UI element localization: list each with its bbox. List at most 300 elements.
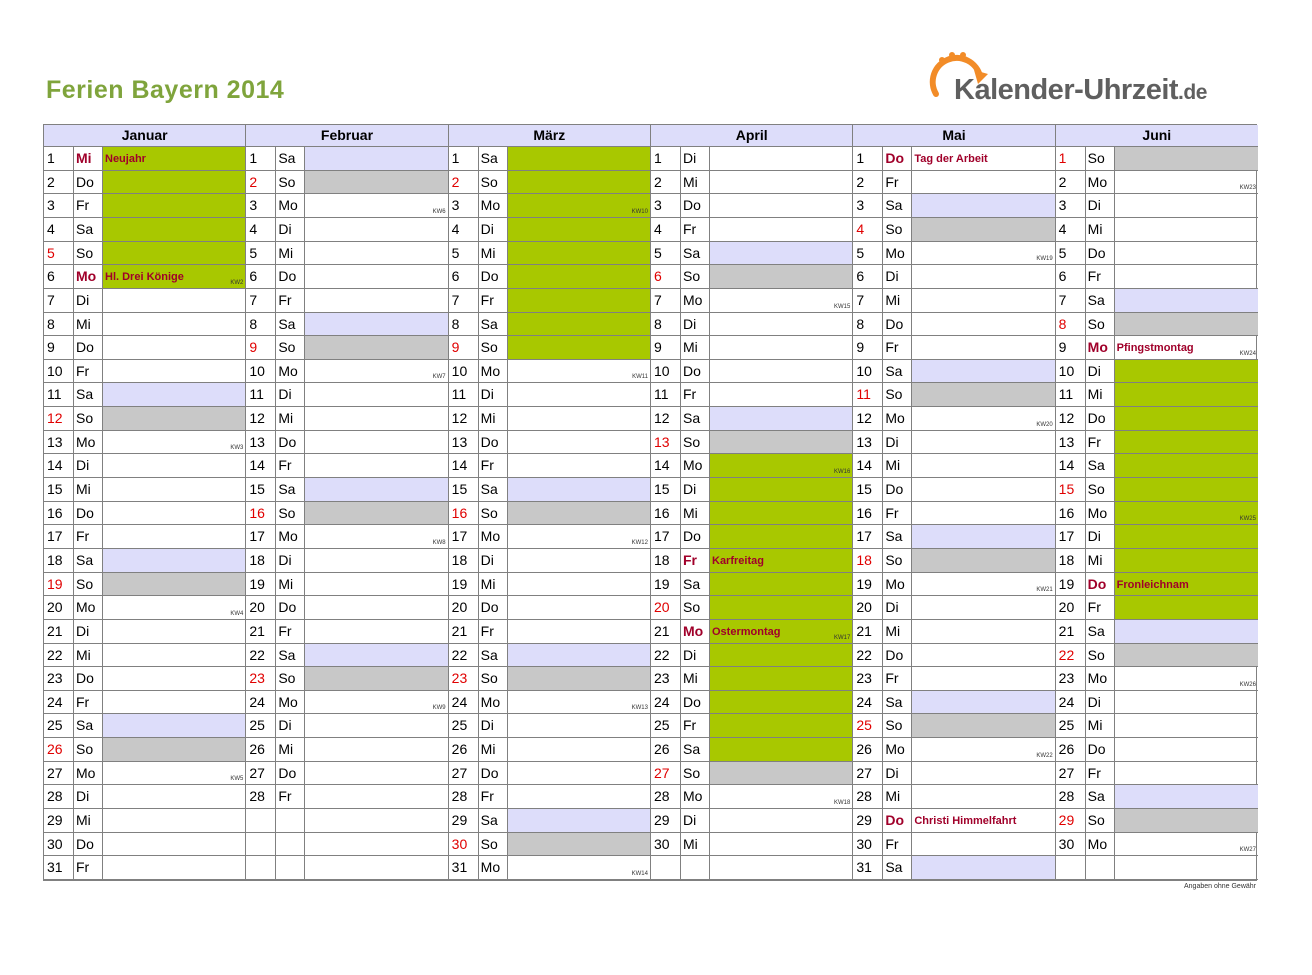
weekday-label: So	[1086, 809, 1115, 832]
day-info-cell	[305, 856, 447, 879]
day-row[interactable]	[1056, 218, 1258, 242]
day-row[interactable]	[853, 242, 1054, 266]
day-number: 19	[246, 573, 276, 596]
day-row[interactable]	[651, 383, 852, 407]
day-info-cell	[1115, 809, 1258, 832]
weekday-label: Fr	[1086, 762, 1115, 785]
day-number: 16	[1056, 502, 1086, 525]
day-row[interactable]	[44, 265, 245, 289]
month-column	[1056, 125, 1258, 880]
day-row[interactable]	[449, 289, 650, 313]
day-info-cell	[103, 242, 245, 265]
day-row[interactable]	[1056, 360, 1258, 384]
weekday-label: Mi	[74, 313, 103, 336]
day-row[interactable]	[246, 833, 447, 857]
day-row[interactable]	[1056, 336, 1258, 360]
day-row[interactable]	[853, 336, 1054, 360]
day-info-cell	[912, 360, 1054, 383]
day-row[interactable]	[246, 242, 447, 266]
day-number: 12	[44, 407, 74, 430]
day-row[interactable]	[44, 809, 245, 833]
day-row[interactable]	[246, 194, 447, 218]
day-row[interactable]	[853, 313, 1054, 337]
day-row[interactable]	[1056, 171, 1258, 195]
day-row[interactable]	[44, 620, 245, 644]
day-row[interactable]	[449, 171, 650, 195]
day-number: 6	[449, 265, 479, 288]
weekday-label: Di	[479, 549, 508, 572]
page-title: Ferien Bayern 2014	[46, 76, 285, 104]
day-row[interactable]	[44, 785, 245, 809]
day-row[interactable]	[1056, 407, 1258, 431]
day-row[interactable]	[44, 194, 245, 218]
day-row[interactable]	[1056, 289, 1258, 313]
day-row[interactable]	[246, 667, 447, 691]
weekday-label: Fr	[883, 667, 912, 690]
day-row[interactable]	[449, 785, 650, 809]
day-row[interactable]	[449, 265, 650, 289]
day-row[interactable]	[853, 383, 1054, 407]
day-row[interactable]	[651, 667, 852, 691]
day-info-cell	[508, 360, 650, 383]
day-row[interactable]	[1056, 785, 1258, 809]
day-row[interactable]	[449, 596, 650, 620]
day-number: 24	[44, 691, 74, 714]
day-number: 24	[853, 691, 883, 714]
month-header: Mai	[853, 125, 1054, 147]
day-row[interactable]	[651, 714, 852, 738]
day-row[interactable]	[44, 478, 245, 502]
day-info-cell	[508, 785, 650, 808]
day-info-cell	[305, 620, 447, 643]
day-row[interactable]	[246, 762, 447, 786]
day-row[interactable]	[449, 431, 650, 455]
day-row[interactable]	[651, 525, 852, 549]
day-number: 17	[1056, 525, 1086, 548]
day-info-cell	[103, 194, 245, 217]
weekday-label: Mi	[479, 242, 508, 265]
day-row[interactable]	[1056, 147, 1258, 171]
day-row[interactable]	[449, 573, 650, 597]
day-number: 21	[651, 620, 681, 643]
weekday-label	[276, 833, 305, 856]
day-row[interactable]	[651, 478, 852, 502]
day-row[interactable]	[246, 644, 447, 668]
day-number: 5	[449, 242, 479, 265]
day-row[interactable]	[246, 454, 447, 478]
day-row[interactable]	[651, 218, 852, 242]
day-number: 16	[449, 502, 479, 525]
day-number: 16	[246, 502, 276, 525]
day-info-cell	[508, 336, 650, 359]
day-row[interactable]	[44, 313, 245, 337]
day-row[interactable]	[449, 525, 650, 549]
day-row[interactable]	[853, 691, 1054, 715]
weekday-label: Mi	[1086, 549, 1115, 572]
day-row[interactable]	[246, 856, 447, 880]
day-row[interactable]	[651, 620, 852, 644]
day-number: 27	[44, 762, 74, 785]
weekday-label: Fr	[276, 454, 305, 477]
day-row[interactable]	[44, 573, 245, 597]
day-row[interactable]	[449, 714, 650, 738]
day-row[interactable]	[246, 714, 447, 738]
weekday-label: Di	[276, 218, 305, 241]
day-row[interactable]	[651, 407, 852, 431]
day-info-cell	[710, 573, 852, 596]
week-number: KW25	[1239, 516, 1256, 523]
day-number: 30	[651, 833, 681, 856]
day-number: 20	[853, 596, 883, 619]
weekday-label: Mo	[1086, 502, 1115, 525]
day-row[interactable]	[853, 833, 1054, 857]
day-row[interactable]	[853, 785, 1054, 809]
day-info-cell	[508, 833, 650, 856]
day-number: 4	[44, 218, 74, 241]
day-row[interactable]	[44, 383, 245, 407]
day-row[interactable]	[246, 147, 447, 171]
holiday-name: Hl. Drei Könige	[105, 271, 184, 284]
day-row[interactable]	[449, 809, 650, 833]
day-number: 2	[246, 171, 276, 194]
day-row[interactable]	[449, 383, 650, 407]
day-row[interactable]	[246, 525, 447, 549]
day-row[interactable]	[853, 573, 1054, 597]
day-row[interactable]	[449, 667, 650, 691]
day-info-cell	[912, 478, 1054, 501]
day-row[interactable]	[853, 856, 1054, 880]
day-row[interactable]	[853, 407, 1054, 431]
day-info-cell	[508, 620, 650, 643]
day-row[interactable]	[1056, 478, 1258, 502]
day-row[interactable]	[651, 360, 852, 384]
day-row[interactable]	[44, 360, 245, 384]
day-row[interactable]	[853, 809, 1054, 833]
day-info-cell	[1115, 525, 1258, 548]
holiday-name: Christi Himmelfahrt	[914, 815, 1017, 828]
day-row[interactable]	[651, 194, 852, 218]
day-row[interactable]	[1056, 383, 1258, 407]
day-number: 15	[449, 478, 479, 501]
day-row[interactable]	[1056, 691, 1258, 715]
day-info-cell	[305, 454, 447, 477]
day-row[interactable]	[44, 431, 245, 455]
weekday-label: Fr	[276, 620, 305, 643]
day-row[interactable]	[246, 336, 447, 360]
day-row[interactable]	[1056, 762, 1258, 786]
day-row[interactable]	[1056, 454, 1258, 478]
weekday-label: Sa	[883, 856, 912, 879]
day-row[interactable]	[246, 785, 447, 809]
day-row[interactable]	[44, 454, 245, 478]
weekday-label: Di	[681, 809, 710, 832]
day-row[interactable]	[449, 856, 650, 880]
day-row[interactable]	[44, 171, 245, 195]
weekday-label: Mo	[276, 525, 305, 548]
day-row[interactable]	[246, 407, 447, 431]
weekday-label: Sa	[883, 360, 912, 383]
day-row[interactable]	[1056, 502, 1258, 526]
day-row[interactable]	[246, 360, 447, 384]
day-row[interactable]	[44, 762, 245, 786]
day-row[interactable]	[246, 478, 447, 502]
day-row[interactable]	[449, 762, 650, 786]
day-row[interactable]	[44, 289, 245, 313]
day-number: 13	[1056, 431, 1086, 454]
brand-name: Kalender-Uhrzeit.de	[954, 74, 1207, 106]
day-row[interactable]	[449, 454, 650, 478]
day-number: 12	[853, 407, 883, 430]
weekday-label: Sa	[479, 644, 508, 667]
day-row[interactable]	[651, 265, 852, 289]
weekday-label: Sa	[479, 147, 508, 170]
day-row[interactable]	[246, 502, 447, 526]
day-row[interactable]	[246, 313, 447, 337]
day-row[interactable]	[853, 218, 1054, 242]
day-info-cell	[103, 549, 245, 572]
day-row[interactable]	[246, 691, 447, 715]
weekday-label: Sa	[883, 194, 912, 217]
day-row[interactable]	[651, 289, 852, 313]
day-row[interactable]	[246, 431, 447, 455]
brand-logo[interactable]	[922, 44, 1252, 114]
day-row[interactable]	[853, 549, 1054, 573]
day-row[interactable]	[246, 218, 447, 242]
day-info-cell	[710, 691, 852, 714]
day-info-cell	[912, 691, 1054, 714]
day-row[interactable]	[44, 336, 245, 360]
day-row[interactable]	[651, 596, 852, 620]
day-row[interactable]	[246, 620, 447, 644]
day-row[interactable]	[651, 336, 852, 360]
day-row[interactable]	[44, 502, 245, 526]
day-row[interactable]	[44, 644, 245, 668]
day-row[interactable]	[449, 242, 650, 266]
day-row[interactable]	[449, 644, 650, 668]
day-row[interactable]	[449, 147, 650, 171]
day-row[interactable]	[1056, 596, 1258, 620]
weekday-label: Mi	[276, 407, 305, 430]
day-row[interactable]	[44, 242, 245, 266]
day-row[interactable]	[651, 313, 852, 337]
day-row[interactable]	[651, 454, 852, 478]
day-row[interactable]	[853, 265, 1054, 289]
day-row[interactable]	[853, 644, 1054, 668]
day-row[interactable]	[449, 549, 650, 573]
day-number: 9	[651, 336, 681, 359]
day-number: 3	[44, 194, 74, 217]
day-row[interactable]	[651, 691, 852, 715]
day-row[interactable]	[44, 407, 245, 431]
weekday-label: So	[276, 667, 305, 690]
day-number: 21	[853, 620, 883, 643]
weekday-label: Do	[883, 478, 912, 501]
day-number: 30	[853, 833, 883, 856]
day-info-cell	[912, 762, 1054, 785]
day-row[interactable]	[1056, 549, 1258, 573]
day-row[interactable]	[1056, 242, 1258, 266]
day-info-cell	[912, 431, 1054, 454]
day-row[interactable]	[853, 147, 1054, 171]
day-row[interactable]	[246, 289, 447, 313]
day-row[interactable]	[1056, 809, 1258, 833]
day-row[interactable]	[853, 525, 1054, 549]
day-row[interactable]	[1056, 738, 1258, 762]
day-row[interactable]	[853, 620, 1054, 644]
day-number: 1	[449, 147, 479, 170]
day-row[interactable]	[44, 147, 245, 171]
day-row[interactable]	[44, 525, 245, 549]
weekday-label: Sa	[74, 383, 103, 406]
day-row[interactable]	[449, 313, 650, 337]
day-row[interactable]	[449, 194, 650, 218]
day-row[interactable]	[651, 147, 852, 171]
day-row[interactable]	[44, 667, 245, 691]
day-row[interactable]	[853, 454, 1054, 478]
day-row[interactable]	[246, 596, 447, 620]
day-info-cell	[912, 218, 1054, 241]
day-row[interactable]	[853, 478, 1054, 502]
day-row[interactable]	[44, 596, 245, 620]
day-row[interactable]	[44, 833, 245, 857]
weekday-label: Mi	[276, 738, 305, 761]
day-row[interactable]	[651, 242, 852, 266]
day-row[interactable]	[651, 644, 852, 668]
day-row[interactable]	[1056, 265, 1258, 289]
day-row[interactable]	[1056, 620, 1258, 644]
day-row[interactable]	[853, 762, 1054, 786]
day-row[interactable]	[651, 738, 852, 762]
weekday-label: Mi	[1086, 218, 1115, 241]
day-row[interactable]	[449, 833, 650, 857]
day-row[interactable]	[449, 738, 650, 762]
day-row[interactable]	[449, 620, 650, 644]
day-row[interactable]	[246, 265, 447, 289]
weekday-label: Fr	[883, 336, 912, 359]
day-row[interactable]	[853, 596, 1054, 620]
day-row[interactable]	[44, 549, 245, 573]
day-row[interactable]	[853, 431, 1054, 455]
day-number: 24	[651, 691, 681, 714]
day-row[interactable]	[651, 785, 852, 809]
weekday-label: Mi	[681, 336, 710, 359]
day-row[interactable]	[651, 762, 852, 786]
day-row[interactable]	[1056, 856, 1258, 880]
weekday-label: Sa	[681, 242, 710, 265]
day-row[interactable]	[449, 218, 650, 242]
day-number: 18	[651, 549, 681, 572]
day-row[interactable]	[853, 360, 1054, 384]
day-info-cell	[508, 431, 650, 454]
day-number: 12	[651, 407, 681, 430]
weekday-label: Mi	[479, 573, 508, 596]
day-row[interactable]	[853, 738, 1054, 762]
day-row[interactable]	[44, 691, 245, 715]
day-number: 3	[651, 194, 681, 217]
day-row[interactable]	[1056, 525, 1258, 549]
holiday-name: Neujahr	[105, 153, 146, 165]
day-row[interactable]	[853, 714, 1054, 738]
month-column	[853, 125, 1055, 880]
day-row[interactable]	[1056, 644, 1258, 668]
weekday-label: Di	[74, 289, 103, 312]
day-row[interactable]	[246, 573, 447, 597]
day-row[interactable]	[449, 691, 650, 715]
day-info-cell	[1115, 833, 1258, 856]
day-row[interactable]	[651, 549, 852, 573]
day-number: 17	[44, 525, 74, 548]
day-row[interactable]	[44, 738, 245, 762]
day-row[interactable]	[651, 809, 852, 833]
day-number: 30	[44, 833, 74, 856]
day-row[interactable]	[1056, 833, 1258, 857]
weekday-label: Sa	[479, 478, 508, 501]
day-number: 26	[44, 738, 74, 761]
week-number: KW18	[833, 800, 851, 807]
weekday-label: Mo	[681, 454, 710, 477]
day-row[interactable]	[651, 833, 852, 857]
day-row[interactable]	[651, 502, 852, 526]
day-row[interactable]	[651, 171, 852, 195]
day-row[interactable]	[246, 738, 447, 762]
day-row[interactable]	[246, 171, 447, 195]
day-row[interactable]	[1056, 667, 1258, 691]
day-row[interactable]	[449, 360, 650, 384]
day-number: 16	[44, 502, 74, 525]
day-number: 21	[44, 620, 74, 643]
day-row[interactable]	[1056, 714, 1258, 738]
weekday-label: Do	[883, 313, 912, 336]
day-info-cell	[508, 762, 650, 785]
week-number: KW7	[432, 374, 446, 381]
day-row[interactable]	[651, 431, 852, 455]
day-row[interactable]	[1056, 313, 1258, 337]
day-row[interactable]	[853, 289, 1054, 313]
day-row[interactable]	[44, 856, 245, 880]
weekday-label: Fr	[1086, 596, 1115, 619]
day-number: 28	[44, 785, 74, 808]
day-row[interactable]	[853, 171, 1054, 195]
day-row[interactable]	[246, 383, 447, 407]
day-number: 7	[1056, 289, 1086, 312]
day-row[interactable]	[853, 194, 1054, 218]
day-number: 20	[651, 596, 681, 619]
day-row[interactable]	[449, 336, 650, 360]
day-row[interactable]	[449, 502, 650, 526]
day-row[interactable]	[246, 549, 447, 573]
weekday-label: Do	[479, 431, 508, 454]
day-row[interactable]	[1056, 573, 1258, 597]
day-row[interactable]	[44, 218, 245, 242]
day-row[interactable]	[651, 856, 852, 880]
day-row[interactable]	[1056, 431, 1258, 455]
weekday-label: Mo	[1086, 171, 1115, 194]
day-info-cell	[103, 478, 245, 501]
day-number: 23	[1056, 667, 1086, 690]
day-row[interactable]	[1056, 194, 1258, 218]
day-row[interactable]	[44, 714, 245, 738]
day-row[interactable]	[853, 502, 1054, 526]
day-number: 9	[853, 336, 883, 359]
weekday-label: Sa	[276, 644, 305, 667]
day-row[interactable]	[449, 478, 650, 502]
day-row[interactable]	[449, 407, 650, 431]
month-column	[246, 125, 448, 880]
day-info-cell	[508, 525, 650, 548]
day-row[interactable]	[246, 809, 447, 833]
day-row[interactable]	[651, 573, 852, 597]
day-row[interactable]	[853, 667, 1054, 691]
